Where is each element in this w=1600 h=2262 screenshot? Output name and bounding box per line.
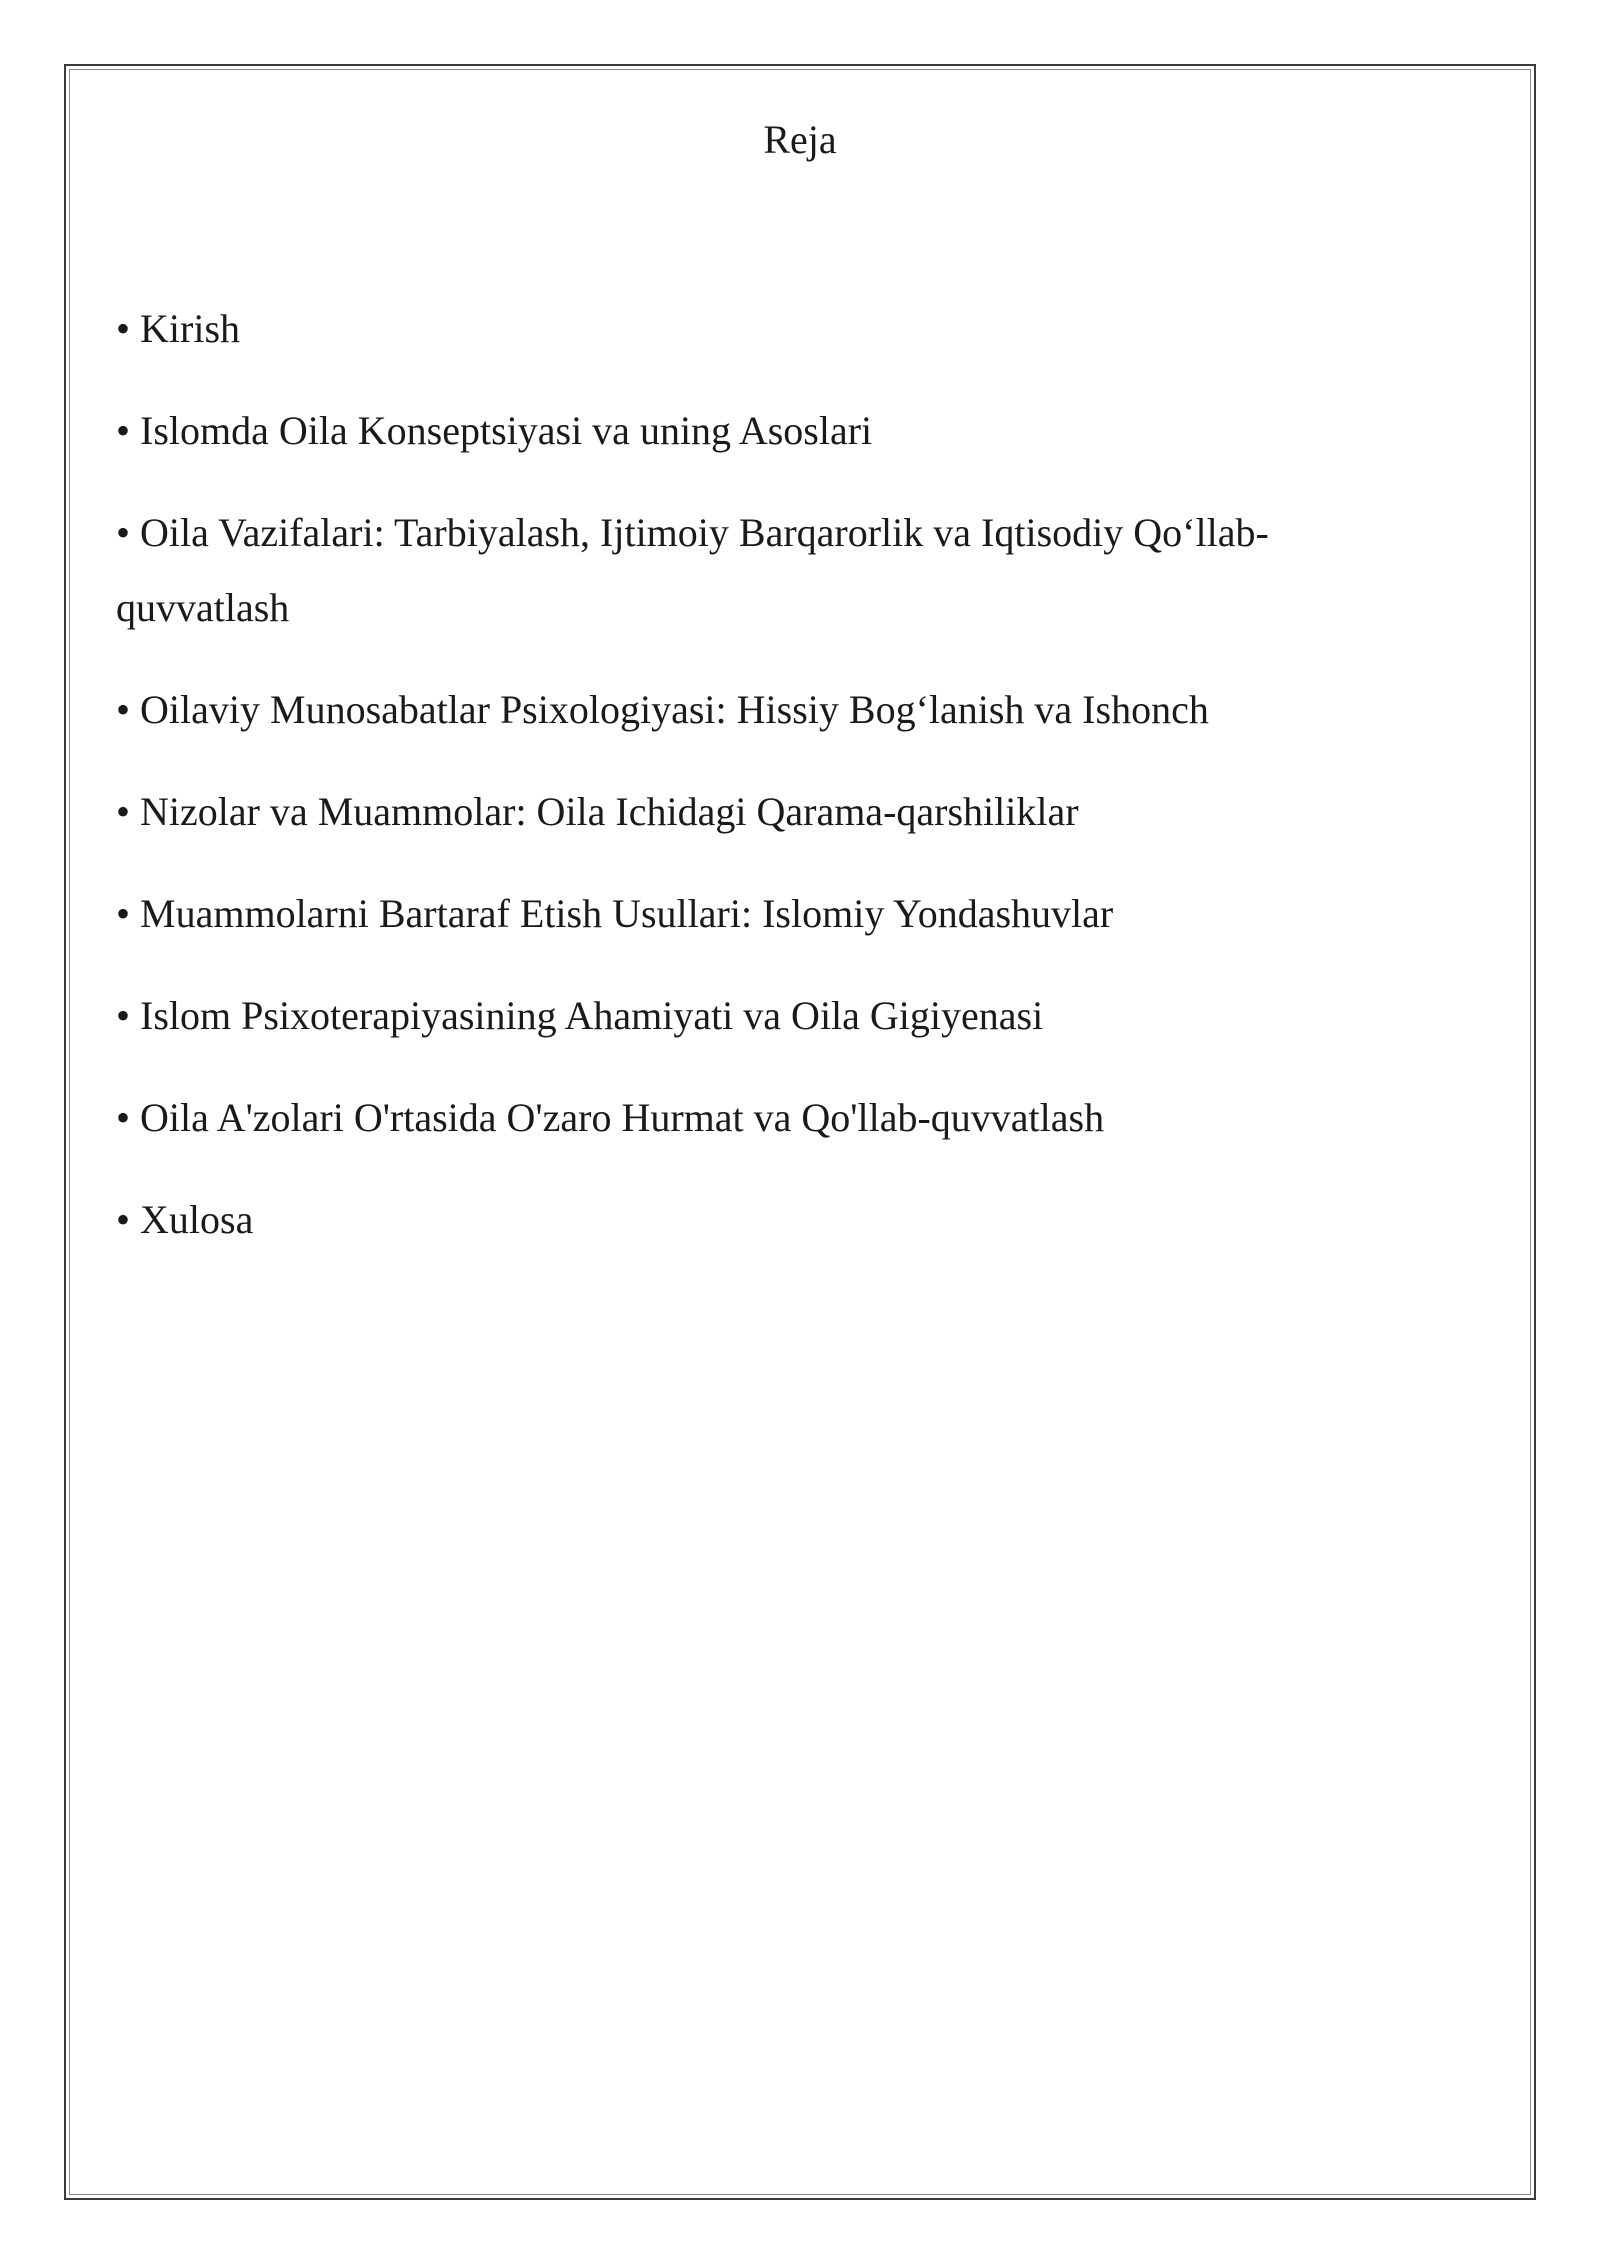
- page-frame: [64, 64, 1536, 2200]
- list-item-text: Oila Vazifalari: Tarbiyalash, Ijtimoiy Barqarorlik va Iqtisodiy Qo‘llab-quvvatlash: [116, 510, 1269, 630]
- bullet-icon: •: [116, 306, 131, 351]
- list-item-text: Oila A'zolari O'rtasida O'zaro Hurmat va Qo'llab-quvvatlash: [140, 1095, 1105, 1140]
- bullet-icon: •: [116, 891, 131, 936]
- list-item: [116, 1182, 1424, 1257]
- bullet-icon: •: [116, 408, 131, 453]
- list-item-text: Muammolarni Bartaraf Etish Usullari: Islomiy Yondashuvlar: [140, 891, 1114, 936]
- list-item: [116, 672, 1424, 747]
- list-item: [116, 291, 1424, 366]
- bullet-icon: •: [116, 993, 131, 1038]
- list-item: [116, 774, 1424, 849]
- list-item-text: Islomda Oila Konseptsiyasi va uning Asoslari: [140, 408, 873, 453]
- list-item: [116, 1080, 1424, 1155]
- bullet-icon: •: [116, 1095, 131, 1140]
- list-item-text: Kirish: [140, 306, 241, 351]
- bullet-icon: •: [116, 789, 131, 834]
- bullet-icon: •: [116, 687, 131, 732]
- list-item: [116, 393, 1424, 468]
- outline-list: [116, 291, 1424, 1284]
- list-item: [116, 978, 1424, 1053]
- page-title: Reja: [763, 117, 837, 162]
- bullet-icon: •: [116, 1197, 131, 1242]
- list-item: [116, 495, 1424, 645]
- list-item-text: Islom Psixoterapiyasining Ahamiyati va Oila Gigiyenasi: [140, 993, 1044, 1038]
- list-item-text: Nizolar va Muammolar: Oila Ichidagi Qarama-qarshiliklar: [140, 789, 1079, 834]
- list-item-text: Oilaviy Munosabatlar Psixologiyasi: Hissiy Bog‘lanish va Ishonch: [140, 687, 1209, 732]
- list-item: [116, 876, 1424, 951]
- bullet-icon: •: [116, 510, 131, 555]
- list-item-text: Xulosa: [140, 1197, 254, 1242]
